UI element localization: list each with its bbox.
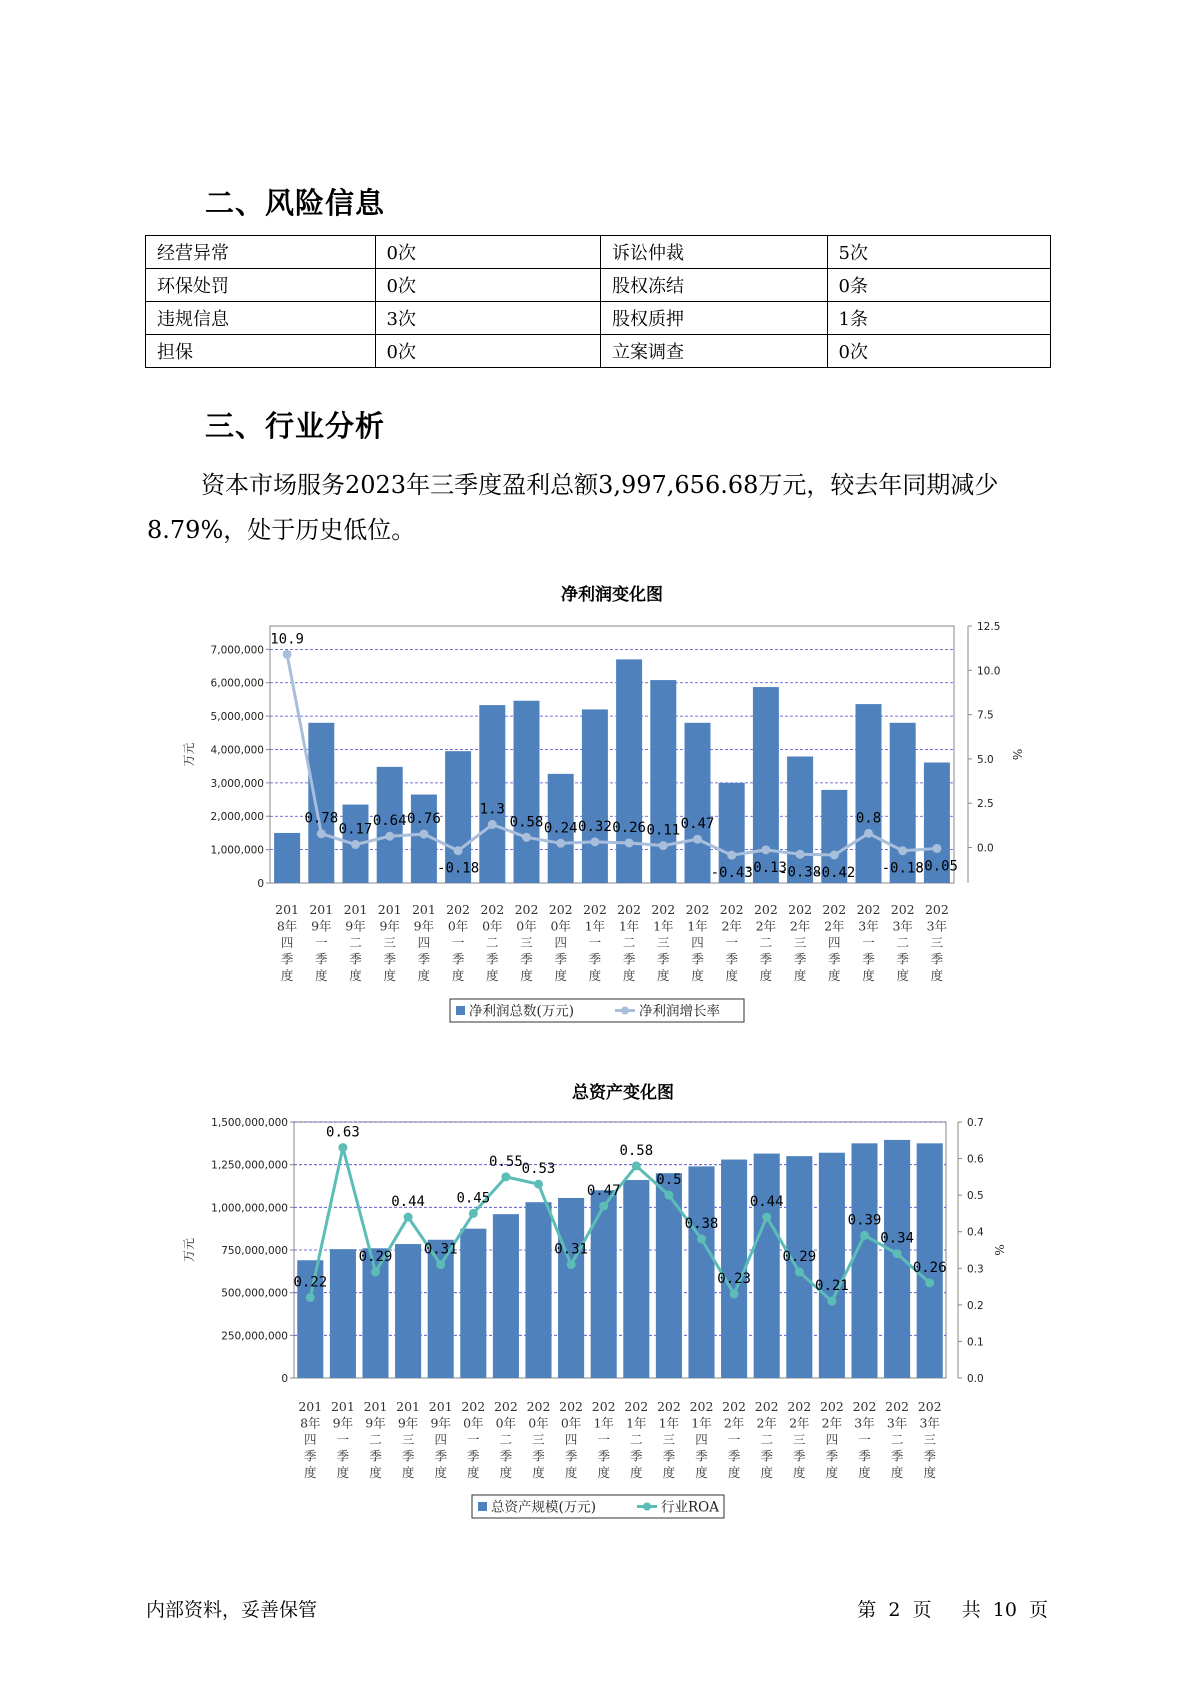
line-point [338, 1143, 347, 1152]
line-point [925, 1278, 934, 1287]
x-tick-label: 202 0年一季度 [446, 902, 471, 983]
x-tick-label: 202 2年四季度 [822, 902, 847, 983]
x-tick-label: 201 9年一季度 [309, 902, 334, 983]
x-tick-label: 201 9年四季度 [428, 1399, 453, 1480]
y-tick-label: 0 [257, 878, 264, 890]
line-point [830, 850, 839, 859]
line-point [317, 829, 326, 838]
x-tick-label: 202 0年二季度 [480, 902, 505, 983]
y2-tick-label: 0.0 [967, 1373, 984, 1385]
y2-axis-label: % [1010, 748, 1024, 761]
bar [558, 1198, 584, 1378]
bar [656, 1173, 682, 1378]
y-tick-label: 7,000,000 [210, 644, 264, 657]
line-point [762, 1213, 771, 1222]
x-tick-label: 201 9年四季度 [411, 902, 436, 983]
legend-line-label: 净利润增长率 [639, 1003, 720, 1020]
risk-item-value: 5次 [827, 236, 1050, 269]
line-point [898, 846, 907, 855]
risk-table-row [146, 302, 1051, 335]
bar [460, 1229, 486, 1378]
bar [754, 1154, 780, 1378]
data-label: 0.29 [358, 1248, 393, 1265]
x-tick-label: 202 2年一季度 [719, 902, 744, 983]
bar [819, 1153, 845, 1378]
line-point [567, 1260, 576, 1269]
line-point [659, 841, 668, 850]
data-label: 0.21 [815, 1278, 849, 1295]
risk-info-table [145, 235, 1051, 368]
bar [514, 701, 540, 883]
line-point [488, 820, 497, 829]
risk-item-label: 违规信息 [146, 302, 376, 335]
risk-item-label: 环保处罚 [146, 269, 376, 302]
bar [274, 833, 300, 883]
data-label: 0.47 [680, 816, 715, 833]
y-tick-label: 1,000,000 [210, 844, 264, 857]
data-label: 0.47 [586, 1183, 621, 1200]
line-point [697, 1235, 706, 1244]
line-point [534, 1180, 543, 1189]
line-point [893, 1249, 902, 1258]
line-point [306, 1293, 315, 1302]
y2-tick-label: 2.5 [977, 798, 994, 811]
bar [786, 1156, 812, 1378]
data-label: -0.18 [881, 860, 924, 877]
risk-item-value: 0次 [375, 269, 600, 302]
x-tick-label: 202 0年四季度 [548, 902, 573, 983]
risk-item-value: 0次 [375, 335, 600, 368]
data-label: 0.44 [749, 1194, 784, 1211]
risk-table-row [146, 335, 1051, 368]
line-point [522, 833, 531, 842]
bar [479, 705, 505, 883]
bar [851, 1143, 877, 1378]
y2-tick-label: 12.5 [977, 621, 1001, 633]
bar [856, 704, 882, 883]
risk-item-label: 股权冻结 [601, 269, 828, 302]
line-point [283, 650, 292, 659]
data-label: 0.58 [619, 1142, 654, 1159]
total-assets-chart [0, 1068, 1191, 1528]
data-label: 0.22 [293, 1274, 328, 1291]
y-tick-label: 5,000,000 [210, 711, 264, 724]
industry-summary-paragraph: 资本市场服务2023年三季度盈利总额3,997,656.68万元，较去年同期减少8.79%，处于历史低位。 [147, 471, 999, 544]
x-tick-label: 201 9年三季度 [377, 902, 402, 983]
line-point [436, 1260, 445, 1269]
net-profit-chart [0, 570, 1191, 1030]
data-label: 0.8 [855, 810, 882, 827]
data-label: 0.31 [554, 1241, 588, 1258]
y2-tick-label: 10.0 [977, 665, 1001, 678]
data-label: 0.26 [612, 819, 646, 836]
data-label: 0.11 [646, 822, 681, 839]
bar [308, 723, 334, 883]
data-label: 0.32 [578, 818, 612, 835]
line-point [419, 830, 428, 839]
x-tick-label: 201 9年二季度 [363, 1399, 388, 1480]
bar [525, 1202, 551, 1378]
legend-line-marker [643, 1503, 651, 1511]
risk-item-label: 经营异常 [146, 236, 376, 269]
x-tick-label: 202 3年一季度 [852, 1399, 877, 1480]
y-tick-label: 4,000,000 [210, 744, 264, 757]
bar [884, 1140, 910, 1378]
data-label: 0.78 [304, 810, 339, 827]
x-tick-label: 201 9年一季度 [330, 1399, 355, 1480]
bar [591, 1190, 617, 1378]
y2-tick-label: 0.5 [967, 1190, 984, 1203]
data-label: 0.64 [372, 813, 407, 830]
data-label: 0.31 [423, 1241, 458, 1258]
line-point [454, 846, 463, 855]
line-point [796, 850, 805, 859]
data-label: -0.42 [813, 864, 856, 881]
line-point [727, 851, 736, 860]
legend-bar-swatch [456, 1006, 465, 1015]
line-point [351, 840, 360, 849]
bar [493, 1214, 519, 1378]
line-point [371, 1267, 380, 1276]
line-point [932, 844, 941, 853]
data-label: -0.43 [710, 865, 753, 882]
data-label: -0.18 [437, 860, 480, 877]
line-point [795, 1267, 804, 1276]
risk-table-row [146, 269, 1051, 302]
bar [650, 680, 676, 883]
footer-page-number [854, 1595, 1051, 1622]
y2-tick-label: 0.4 [967, 1226, 984, 1239]
y2-axis-label: % [992, 1244, 1006, 1256]
data-label: 10.9 [270, 631, 304, 648]
data-label: 0.53 [521, 1161, 556, 1178]
x-tick-label: 202 1年二季度 [624, 1399, 649, 1480]
chart-title: 总资产变化图 [572, 1083, 674, 1103]
line-point [693, 835, 702, 844]
total-unit: 页 [1028, 1599, 1048, 1621]
risk-table-row [146, 236, 1051, 269]
x-tick-label: 202 0年四季度 [559, 1399, 584, 1480]
line-point [385, 832, 394, 841]
legend-line-marker [621, 1007, 629, 1015]
line-point [761, 845, 770, 854]
y-tick-label: 500,000,000 [221, 1287, 288, 1300]
risk-item-value: 0次 [827, 335, 1050, 368]
bar [582, 709, 608, 883]
x-tick-label: 202 0年二季度 [493, 1399, 518, 1480]
data-label: 0.44 [391, 1194, 425, 1211]
data-label: 0.38 [684, 1216, 719, 1233]
data-label: 0.26 [912, 1259, 947, 1276]
x-tick-label: 202 2年四季度 [819, 1399, 844, 1480]
x-tick-label: 201 8年四季度 [298, 1399, 323, 1480]
section-title-risk: 二、风险信息 [205, 186, 386, 220]
legend-line-label: 行业ROA [661, 1499, 719, 1516]
y-tick-label: 0 [281, 1373, 288, 1385]
line-point [827, 1297, 836, 1306]
bar [685, 723, 711, 883]
bar [688, 1166, 714, 1378]
line-point [864, 829, 873, 838]
x-tick-label: 202 3年二季度 [885, 1399, 910, 1480]
page-prefix: 第 [857, 1599, 877, 1621]
x-tick-label: 201 9年二季度 [343, 902, 368, 983]
section-title-industry: 三、行业分析 [205, 409, 386, 443]
line-point [730, 1289, 739, 1298]
risk-item-value: 1条 [827, 302, 1050, 335]
risk-item-label: 立案调查 [601, 335, 828, 368]
line-point [664, 1191, 673, 1200]
y2-tick-label: 0.3 [967, 1263, 984, 1276]
line-point [469, 1209, 478, 1218]
y-tick-label: 250,000,000 [221, 1330, 288, 1343]
line-point [860, 1231, 869, 1240]
y-tick-label: 6,000,000 [210, 677, 264, 690]
y-tick-label: 1,000,000,000 [211, 1202, 288, 1215]
risk-item-label: 股权质押 [601, 302, 828, 335]
y-tick-label: 1,500,000,000 [211, 1117, 288, 1129]
x-tick-label: 202 2年一季度 [722, 1399, 747, 1480]
y2-tick-label: 0.6 [967, 1153, 984, 1166]
bar [330, 1249, 356, 1378]
x-tick-label: 202 2年二季度 [754, 1399, 779, 1480]
data-label: 0.76 [407, 811, 441, 828]
risk-item-value: 0次 [375, 236, 600, 269]
data-label: 0.23 [717, 1270, 751, 1287]
legend-bar-swatch [478, 1502, 487, 1511]
footer-confidential-note: 内部资料，妥善保管 [146, 1599, 318, 1621]
y2-tick-label: 0.7 [967, 1117, 984, 1129]
y-axis-label: 万元 [182, 742, 196, 767]
y-tick-label: 3,000,000 [210, 777, 264, 790]
x-tick-label: 202 3年一季度 [856, 902, 881, 983]
risk-item-label: 诉讼仲裁 [601, 236, 828, 269]
y2-tick-label: 7.5 [977, 709, 994, 722]
data-label: 0.5 [656, 1172, 682, 1189]
line-point [501, 1172, 510, 1181]
x-tick-label: 202 1年四季度 [689, 1399, 714, 1480]
bar [616, 659, 642, 883]
x-tick-label: 202 1年四季度 [685, 902, 710, 983]
data-label: 0.55 [489, 1153, 523, 1170]
line-point [632, 1161, 641, 1170]
risk-item-value: 3次 [375, 302, 600, 335]
x-tick-label: 201 8年四季度 [275, 902, 300, 983]
bar [623, 1180, 649, 1378]
line-point [599, 1202, 608, 1211]
data-label: 0.63 [326, 1124, 360, 1141]
total-num: 10 [992, 1599, 1017, 1621]
total-prefix: 共 [961, 1599, 981, 1621]
x-tick-label: 201 9年三季度 [396, 1399, 421, 1480]
data-label: 0.17 [338, 821, 373, 838]
legend-bar-label: 净利润总数(万元) [469, 1003, 575, 1020]
y2-tick-label: 0.0 [977, 842, 994, 855]
data-label: 0.24 [543, 820, 578, 837]
y-tick-label: 1,250,000,000 [211, 1159, 288, 1172]
y2-tick-label: 0.2 [967, 1299, 984, 1312]
data-label: 0.58 [509, 814, 544, 831]
chart-title: 净利润变化图 [561, 585, 663, 605]
x-tick-label: 202 1年二季度 [617, 902, 642, 983]
x-tick-label: 202 1年一季度 [582, 902, 607, 983]
bar [395, 1244, 421, 1378]
bar [890, 723, 916, 883]
risk-item-value: 0条 [827, 269, 1050, 302]
x-tick-label: 202 2年二季度 [753, 902, 778, 983]
y-tick-label: 2,000,000 [210, 811, 264, 824]
line-point [556, 839, 565, 848]
data-label: -0.13 [744, 859, 787, 876]
x-tick-label: 202 2年三季度 [788, 902, 813, 983]
y-axis-label: 万元 [182, 1237, 196, 1263]
line-point [590, 837, 599, 846]
x-tick-label: 202 1年一季度 [591, 1399, 616, 1480]
x-tick-label: 202 3年三季度 [917, 1399, 942, 1480]
y2-tick-label: 5.0 [977, 753, 994, 766]
x-tick-label: 202 3年二季度 [890, 902, 915, 983]
line-point [404, 1213, 413, 1222]
legend-bar-label: 总资产规模(万元) [491, 1499, 597, 1516]
data-label: 1.3 [479, 801, 505, 818]
x-tick-label: 202 3年三季度 [924, 902, 949, 983]
x-tick-label: 202 0年三季度 [514, 902, 539, 983]
x-tick-label: 202 1年三季度 [656, 1399, 681, 1480]
x-tick-label: 202 2年三季度 [787, 1399, 812, 1480]
y2-tick-label: 0.1 [967, 1336, 984, 1349]
y-tick-label: 750,000,000 [221, 1245, 288, 1257]
data-label: -0.05 [915, 858, 958, 875]
data-label: 0.39 [847, 1212, 882, 1229]
risk-item-label: 担保 [146, 335, 376, 368]
page-unit: 页 [912, 1599, 932, 1621]
x-tick-label: 202 1年三季度 [651, 902, 676, 983]
data-label: 0.29 [782, 1248, 817, 1265]
x-tick-label: 202 0年一季度 [461, 1399, 486, 1480]
page-num: 2 [888, 1599, 901, 1621]
x-tick-label: 202 0年三季度 [526, 1399, 551, 1480]
data-label: 0.45 [456, 1190, 491, 1207]
data-label: -0.38 [779, 864, 822, 881]
data-label: 0.34 [880, 1230, 914, 1247]
line-point [625, 838, 634, 847]
